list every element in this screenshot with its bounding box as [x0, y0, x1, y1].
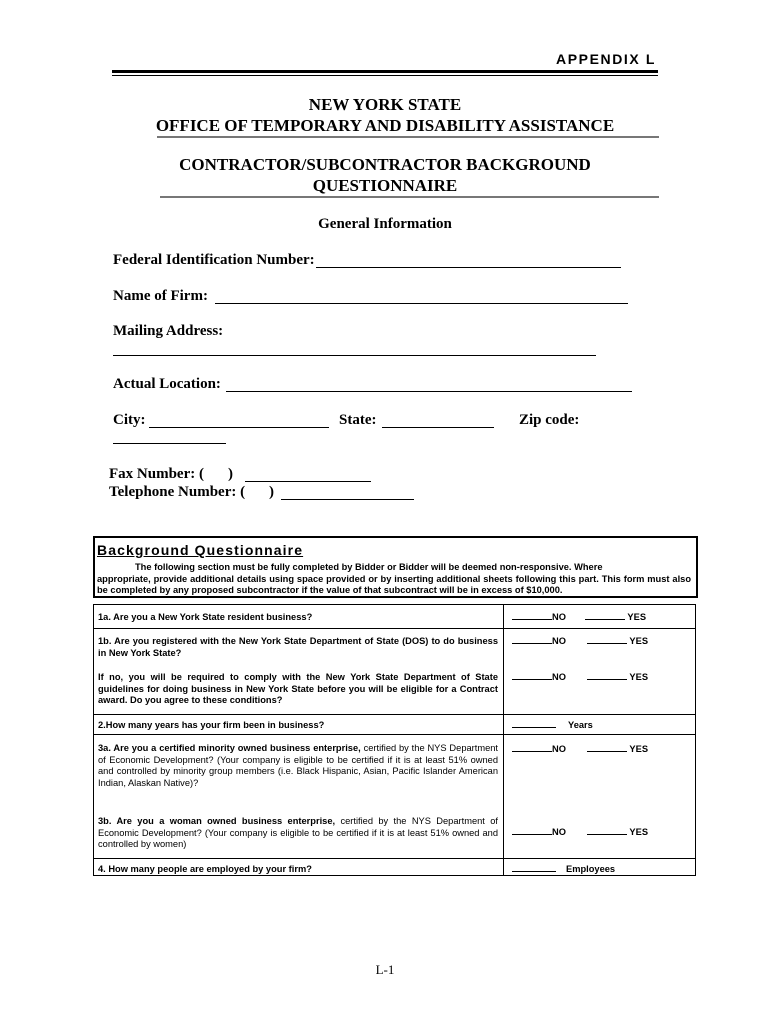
row-divider [93, 734, 696, 735]
header-rule-thick [112, 70, 658, 73]
fein-input-line[interactable] [316, 267, 621, 268]
background-intro-rest: appropriate, provide additional details using space provided or by inserting additional sheets following this part. This form must also be completed by any proposed subcontractor if the value of that subcontract will be in excess of $10,000. [97, 573, 691, 595]
firm-name-input-line[interactable] [215, 303, 628, 304]
q1b-yes-option[interactable]: YES [587, 636, 648, 646]
question-3b: 3b. Are you a woman owned business enterprise, certified by the NYS Department of Economic Development? (Your company is eligible to be certified if it is at least 51% owned and controlled by women) [98, 816, 498, 849]
state-input-line[interactable] [382, 427, 494, 428]
page-number: L-1 [375, 962, 395, 977]
question-2: 2.How many years has your firm been in business? [98, 720, 325, 730]
actual-location-input-line[interactable] [226, 391, 632, 392]
state-title: NEW YORK STATE [308, 95, 462, 114]
state-label: State: [339, 412, 377, 428]
question-1c: If no, you will be required to comply with the New York State Department of State guidelines for doing business in New York State before you will be eligible for a Contract award. Do you agree to these conditions? [98, 672, 498, 705]
fein-label: Federal Identification Number: [113, 252, 315, 268]
q2-years-answer[interactable]: Years [512, 720, 593, 730]
actual-location-label: Actual Location: [113, 376, 221, 392]
background-title: Background Questionnaire [97, 542, 304, 558]
zip-code-label: Zip code: [519, 412, 580, 428]
row-divider [93, 714, 696, 715]
office-underline [157, 136, 659, 138]
q4-employees-answer[interactable]: Employees [512, 864, 615, 874]
q1a-yes-option[interactable]: YES [585, 612, 646, 622]
q1c-yes-option[interactable]: YES [587, 672, 648, 682]
fax-number-label: Fax Number: ( [109, 466, 204, 482]
telephone-number-input-line[interactable] [281, 499, 414, 500]
q3a-no-option[interactable]: NO [512, 744, 566, 754]
city-input-line[interactable] [149, 427, 329, 428]
q1c-no-option[interactable]: NO [512, 672, 566, 682]
fax-number-input-line[interactable] [245, 481, 371, 482]
row-divider [93, 858, 696, 859]
form-title-line2: QUESTIONNAIRE [312, 176, 458, 195]
mailing-address-label: Mailing Address: [113, 323, 224, 339]
table-column-divider [503, 604, 504, 876]
q3b-yes-option[interactable]: YES [587, 827, 648, 837]
row-divider [93, 628, 696, 629]
question-4: 4. How many people are employed by your firm? [98, 864, 312, 874]
question-1a: 1a. Are you a New York State resident business? [98, 612, 313, 622]
telephone-paren-close: ) [269, 484, 274, 500]
telephone-number-label: Telephone Number: ( [109, 484, 246, 500]
general-info-heading: General Information [318, 216, 452, 232]
fax-paren-close: ) [228, 466, 233, 482]
office-title: OFFICE OF TEMPORARY AND DISABILITY ASSISTANCE [155, 116, 615, 135]
background-intro-text [97, 562, 691, 597]
q3b-no-option[interactable]: NO [512, 827, 566, 837]
form-title-underline [160, 196, 659, 198]
city-label: City: [113, 412, 146, 428]
q1a-no-option[interactable]: NO [512, 612, 566, 622]
question-3a: 3a. Are you a certified minority owned business enterprise, certified by the NYS Department of Economic Development? (Your company is eligible to be certified if it is at least 51% owned and controlled by minority group members (i.e. Black Hispanic, Asian, Pacific Islander American Indian, Alaskan Native)? [98, 743, 499, 788]
mailing-address-input-line[interactable] [113, 355, 596, 356]
firm-name-label: Name of Firm: [113, 288, 208, 304]
zip-code-input-line[interactable] [113, 443, 226, 444]
question-1b: 1b. Are you registered with the New York State Department of State (DOS) to do business in New York State? [98, 636, 498, 658]
appendix-label: APPENDIX L [555, 51, 656, 67]
q3a-yes-option[interactable]: YES [587, 744, 648, 754]
background-intro-line1: The following section must be fully completed by Bidder or Bidder will be deemed non-responsive. Where [135, 562, 603, 572]
header-rule-thin [112, 75, 658, 76]
form-title-line1: CONTRACTOR/SUBCONTRACTOR BACKGROUND [179, 155, 591, 174]
q1b-no-option[interactable]: NO [512, 636, 566, 646]
